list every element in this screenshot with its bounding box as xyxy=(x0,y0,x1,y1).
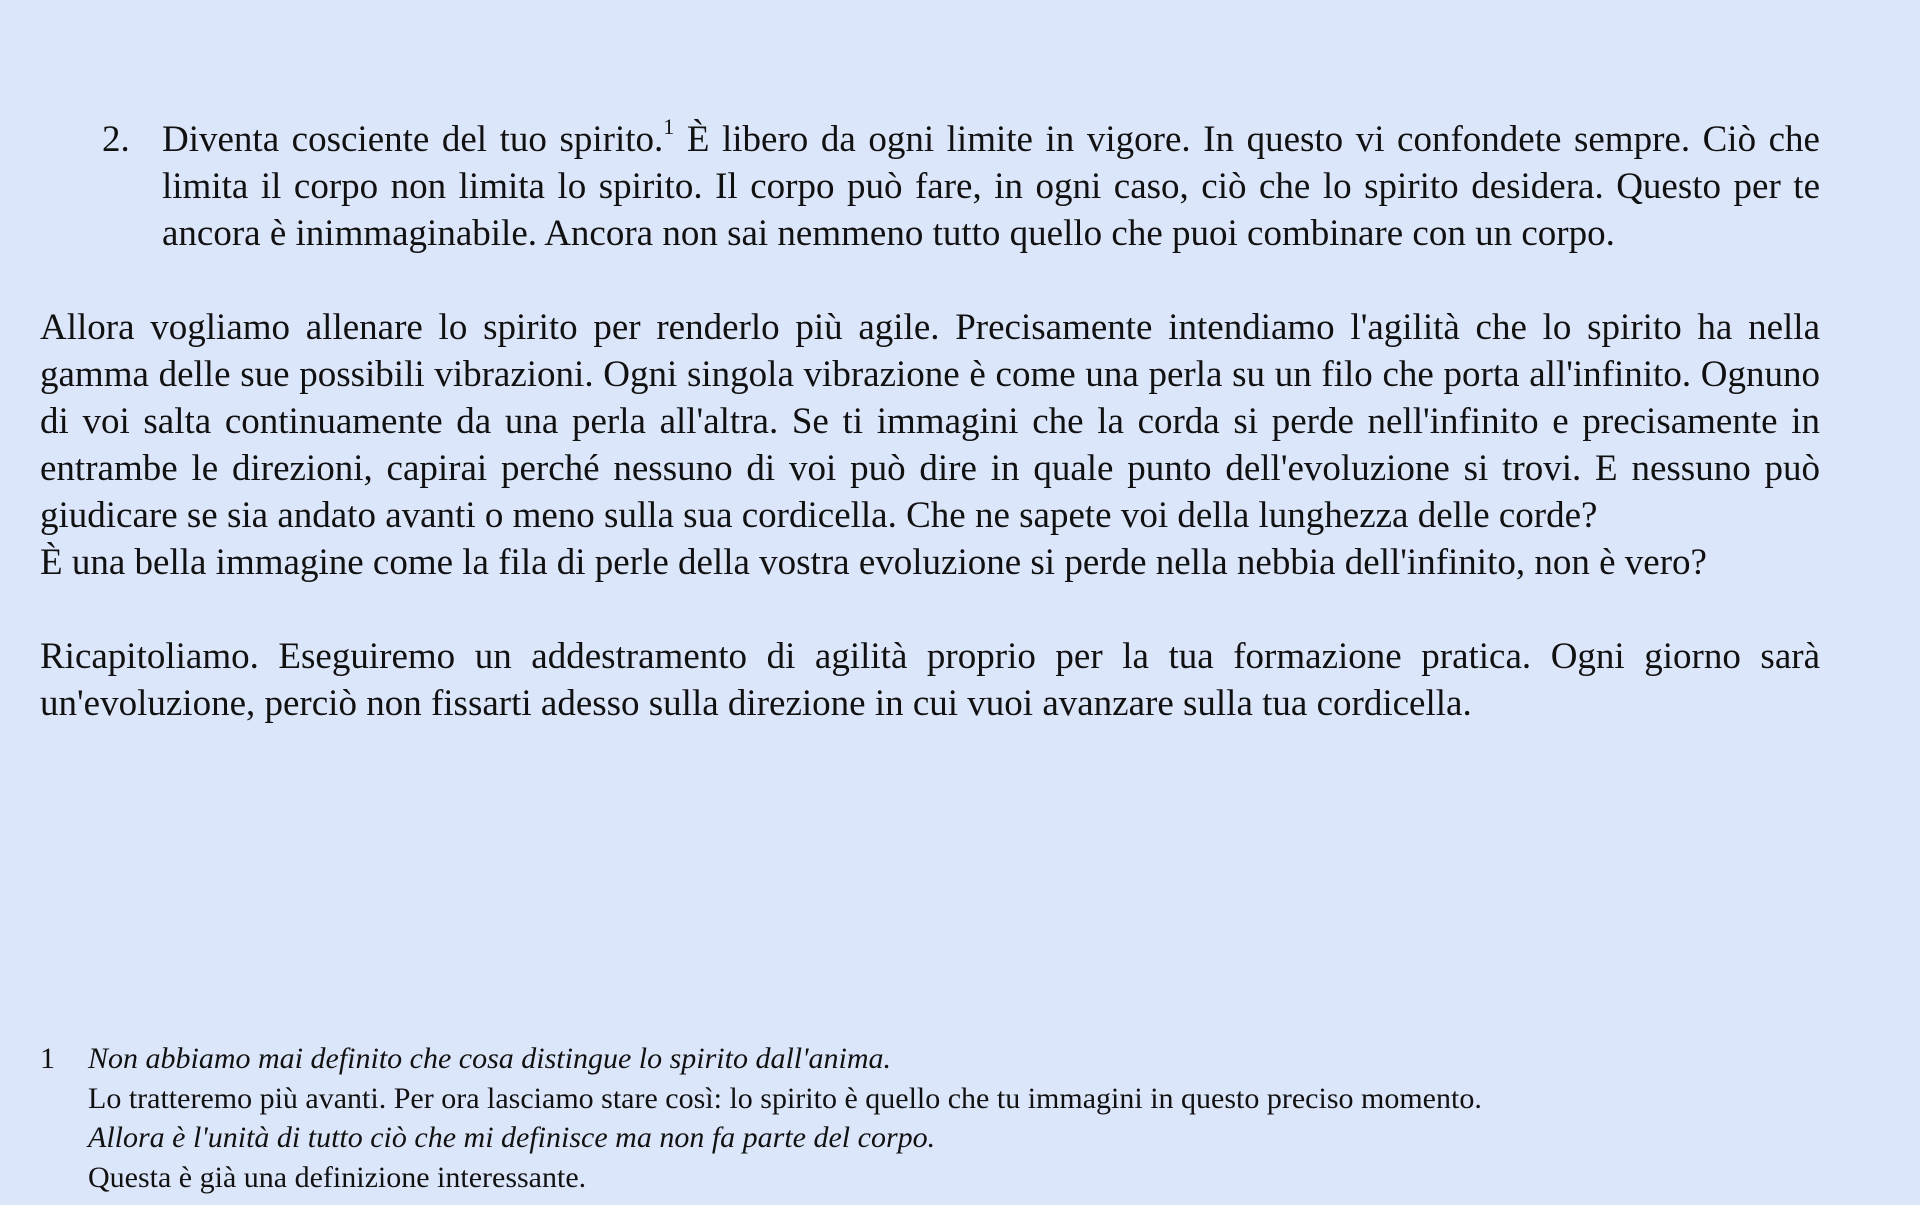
footnote-line: Lo tratteremo più avanti. Per ora lasciamo stare così: lo spirito è quello che tu immagini in questo preciso momento. xyxy=(88,1081,1482,1115)
footnote-line: Allora è l'unità di tutto ciò che mi definisce ma non fa parte del corpo. xyxy=(88,1121,936,1154)
list-item-text xyxy=(162,113,1820,257)
list-item-text-start: Diventa cosciente del tuo spirito. xyxy=(162,119,664,160)
footnote xyxy=(40,1039,1820,1197)
paragraph-ricapitoliamo: Ricapitoliamo. Eseguiremo un addestramento di agilità proprio per la tua formazione pratica. Ogni giorno sarà un'evoluzione, perciò non fissarti adesso sulla direzione in cui vuoi avanzare sulla tua cordicella. xyxy=(40,636,1820,724)
paragraph-allora: Allora vogliamo allenare lo spirito per renderlo più agile. Precisamente intendiamo l'agilità che lo spirito ha nella gamma delle sue possibili vibrazioni. Ogni singola vibrazione è come una perla su un filo che porta all'infinito. Ognuno di voi salta continuamente da una perla all'altra. Se ti immagini che la corda si perde nell'infinito e precisamente in entrambe le direzioni, capirai perché nessuno di voi può dire in quale punto dell'evoluzione si trovi. E nessuno può giudicare se sia andato avanti o meno sulla sua cordicella. Che ne sapete voi della lunghezza delle corde? xyxy=(40,307,1820,536)
footnote-body xyxy=(88,1039,1820,1197)
list-item-number: 2. xyxy=(102,119,130,160)
list-item-text-end: È libero da ogni limite in vigore. In questo vi confondete sempre. Ciò che limita il corpo non limita lo spirito. Il corpo può fare, in ogni caso, ciò che lo spirito desidera. Questo per te ancora è inimmaginabile. Ancora non sai nemmeno tutto quello che puoi combinare con un corpo. xyxy=(162,119,1820,254)
footnote-line: Non abbiamo mai definito che cosa distingue lo spirito dall'anima. xyxy=(88,1042,892,1075)
footnote-line: Questa è già una definizione interessante. xyxy=(88,1160,587,1194)
paragraph-bella-immagine: È una bella immagine come la fila di perle della vostra evoluzione si perde nella nebbia dell'infinito, non è vero? xyxy=(40,542,1707,583)
footnote-number: 1 xyxy=(40,1042,55,1075)
main-text xyxy=(40,113,1820,727)
list-item xyxy=(40,113,1820,257)
footnote-reference: 1 xyxy=(663,113,675,139)
